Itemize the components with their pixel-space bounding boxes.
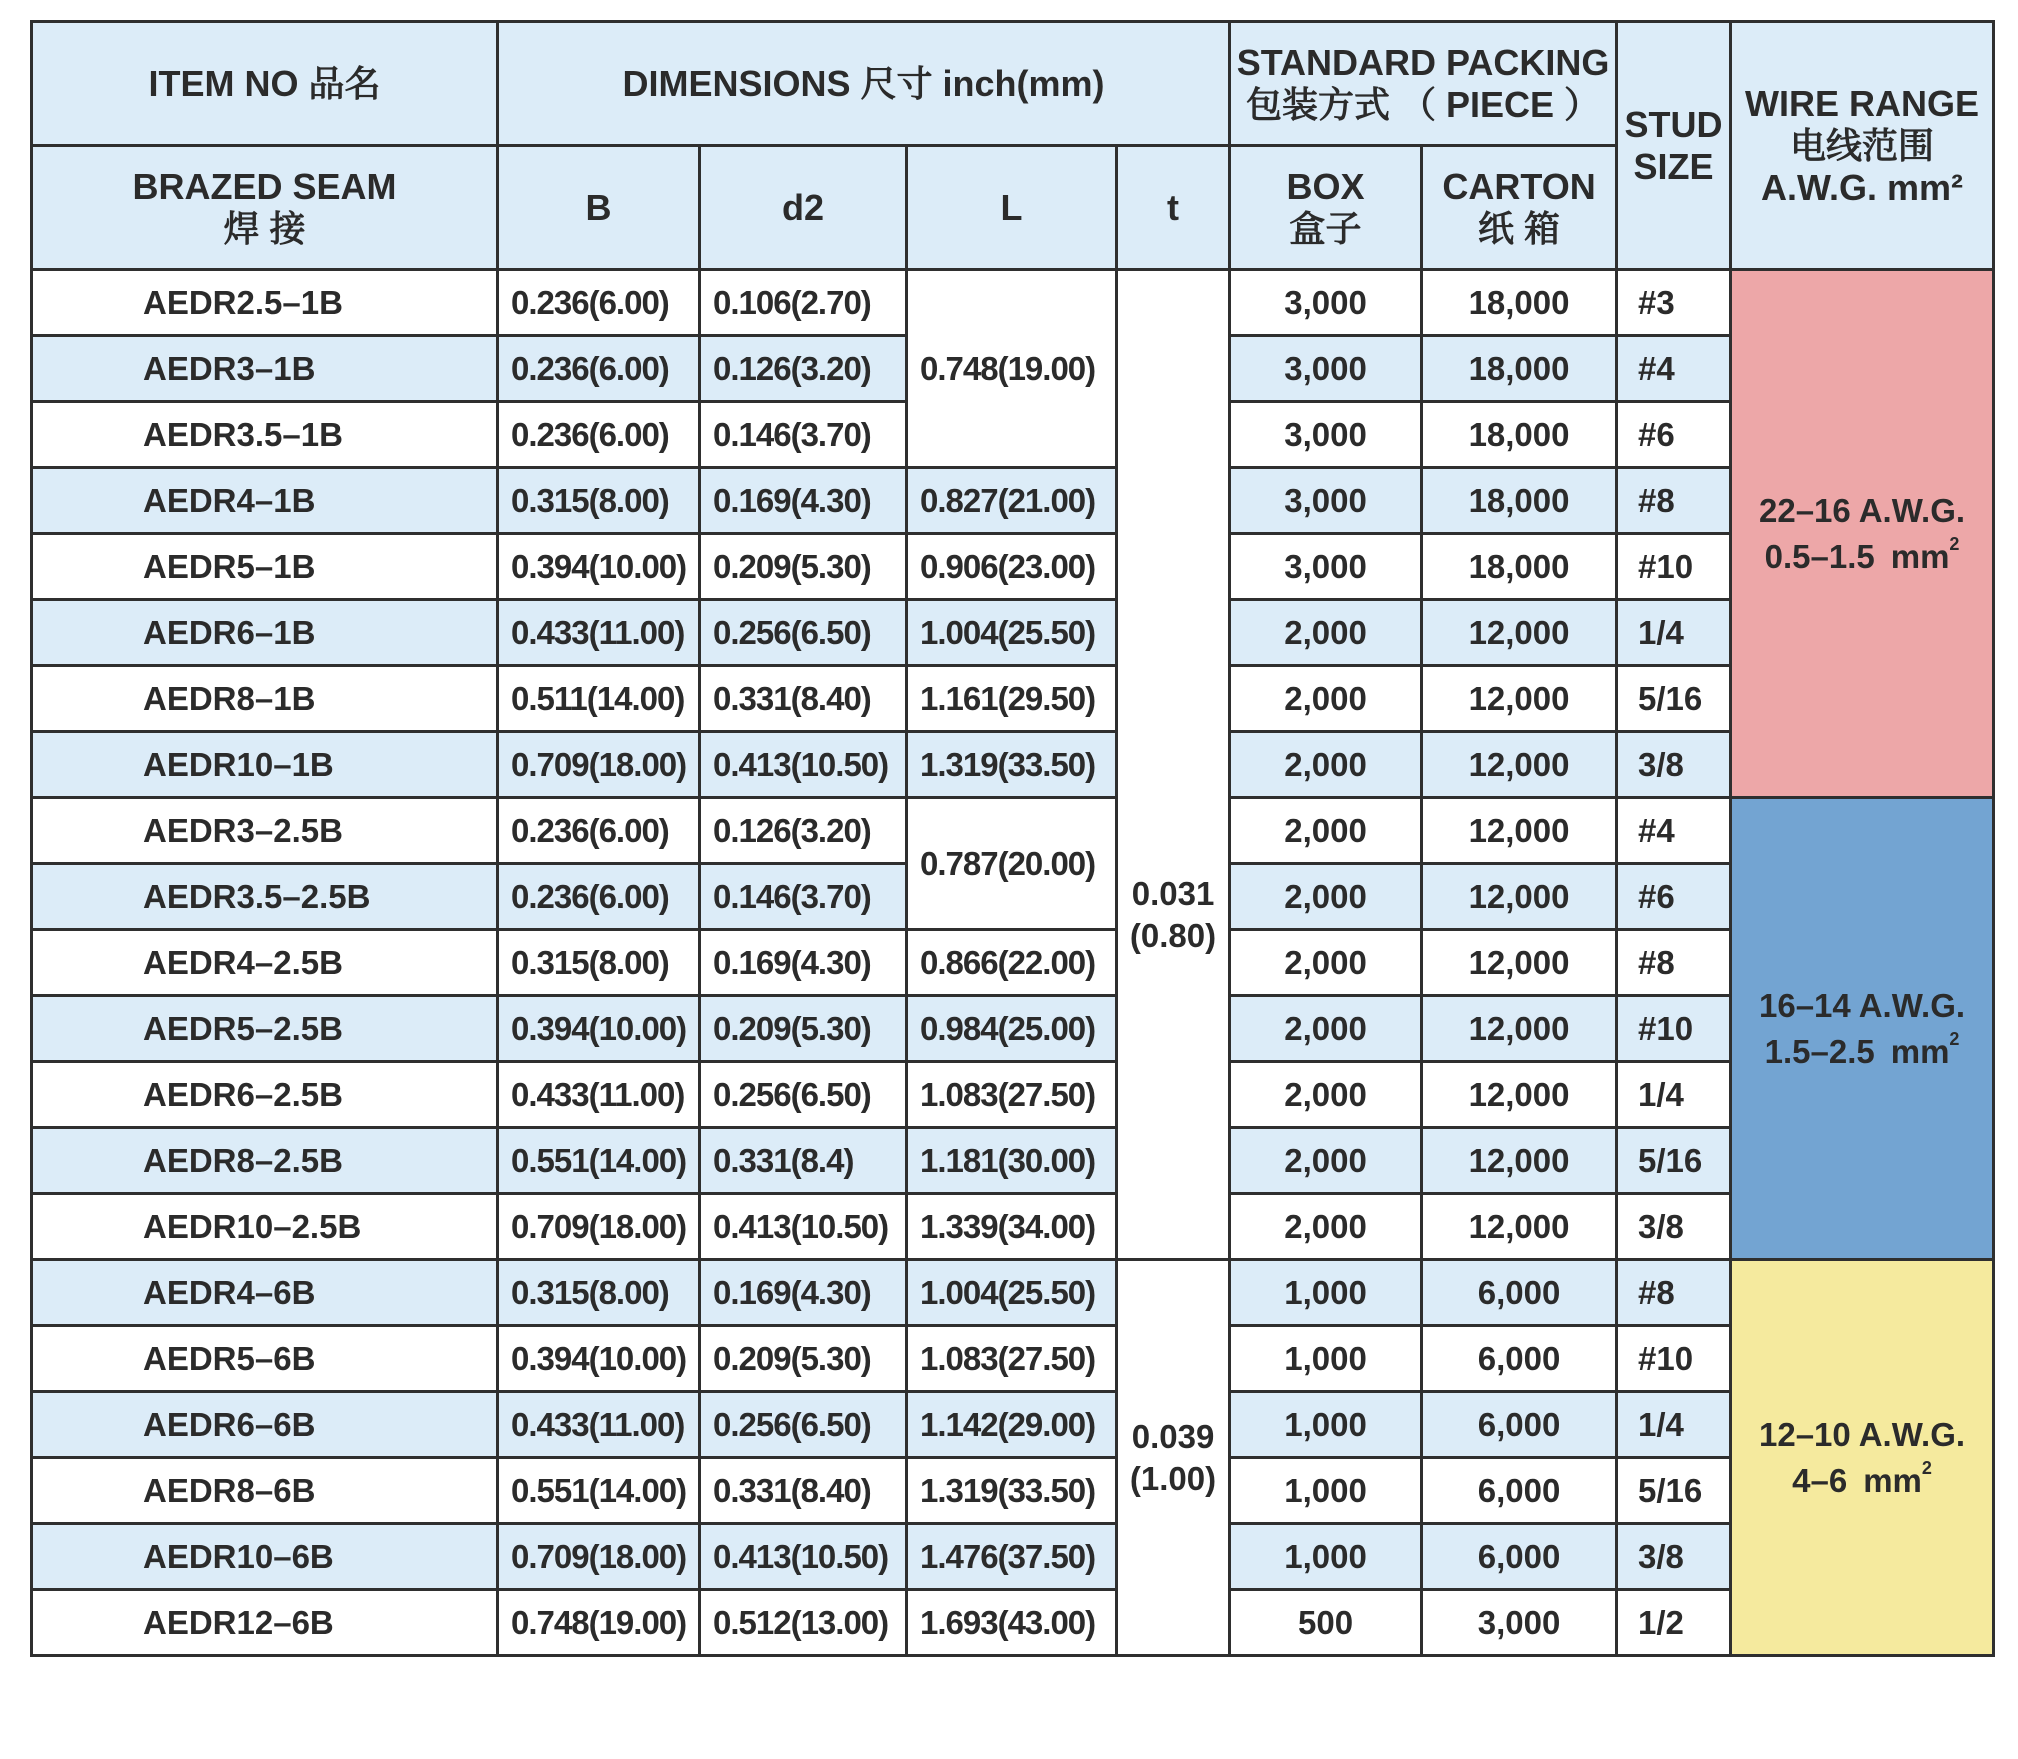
col-t-header: t	[1117, 146, 1230, 270]
carton-cell: 12,000	[1422, 996, 1617, 1062]
carton-cell: 12,000	[1422, 1194, 1617, 1260]
wire-awg-value: 22–16 A.W.G.	[1759, 491, 1966, 529]
stud-size-cell: 1/4	[1617, 600, 1731, 666]
wire-mm-unit: mm	[1890, 1032, 1950, 1070]
d2-cell: 0.256(6.50)	[700, 1392, 907, 1458]
item-no-cell: AEDR12–6B	[32, 1590, 498, 1656]
t-cell	[1117, 1260, 1230, 1656]
stud-size-cell: #10	[1617, 534, 1731, 600]
box-cell: 2,000	[1230, 1128, 1422, 1194]
l-cell: 0.866(22.00)	[907, 930, 1117, 996]
stud-size-header: STUD SIZE	[1617, 22, 1731, 270]
box-cell: 2,000	[1230, 666, 1422, 732]
carton-cell: 18,000	[1422, 534, 1617, 600]
box-cell: 2,000	[1230, 864, 1422, 930]
table-row	[32, 666, 1994, 732]
table-row	[32, 732, 1994, 798]
b-cell: 0.394(10.00)	[498, 534, 700, 600]
item-no-cell: AEDR3.5–1B	[32, 402, 498, 468]
item-no-header: ITEM NO 品名	[32, 22, 498, 146]
stud-size-cell: 5/16	[1617, 1458, 1731, 1524]
stud-size-cell: 5/16	[1617, 666, 1731, 732]
carton-header: CARTON 纸 箱	[1422, 146, 1617, 270]
t-mm-value: (0.80)	[1129, 916, 1217, 954]
l-cell: 0.827(21.00)	[907, 468, 1117, 534]
box-cell: 2,000	[1230, 930, 1422, 996]
wire-range-cell	[1731, 1260, 1994, 1656]
table-row	[32, 930, 1994, 996]
box-cell: 500	[1230, 1590, 1422, 1656]
item-no-cell: AEDR8–1B	[32, 666, 498, 732]
item-no-cell: AEDR4–6B	[32, 1260, 498, 1326]
stud-size-cell: 1/2	[1617, 1590, 1731, 1656]
b-cell: 0.433(11.00)	[498, 1062, 700, 1128]
d2-cell: 0.413(10.50)	[700, 1194, 907, 1260]
box-cell: 2,000	[1230, 996, 1422, 1062]
item-no-cell: AEDR4–2.5B	[32, 930, 498, 996]
b-cell: 0.236(6.00)	[498, 270, 700, 336]
item-no-cell: AEDR3–2.5B	[32, 798, 498, 864]
wire-mm-unit: mm	[1863, 1461, 1922, 1499]
wire-range-cell	[1731, 270, 1994, 798]
table-row	[32, 1062, 1994, 1128]
item-no-cell: AEDR5–2.5B	[32, 996, 498, 1062]
b-cell: 0.315(8.00)	[498, 1260, 700, 1326]
table-row	[32, 798, 1994, 864]
d2-cell: 0.256(6.50)	[700, 1062, 907, 1128]
b-cell: 0.433(11.00)	[498, 1392, 700, 1458]
b-cell: 0.236(6.00)	[498, 402, 700, 468]
d2-cell: 0.126(3.20)	[700, 336, 907, 402]
item-no-cell: AEDR6–1B	[32, 600, 498, 666]
b-cell: 0.315(8.00)	[498, 468, 700, 534]
l-cell: 1.319(33.50)	[907, 1458, 1117, 1524]
d2-cell: 0.209(5.30)	[700, 996, 907, 1062]
stud-size-cell: #10	[1617, 1326, 1731, 1392]
b-cell: 0.236(6.00)	[498, 336, 700, 402]
box-cell: 3,000	[1230, 270, 1422, 336]
spec-table-wrap	[30, 20, 1995, 1657]
brazed-seam-header: BRAZED SEAM 焊 接	[32, 146, 498, 270]
stud-size-cell: #3	[1617, 270, 1731, 336]
l-cell: 1.476(37.50)	[907, 1524, 1117, 1590]
item-no-cell: AEDR2.5–1B	[32, 270, 498, 336]
wire-mm-superscript: 2	[1949, 1028, 1960, 1049]
stud-size-cell: #8	[1617, 468, 1731, 534]
l-cell: 0.906(23.00)	[907, 534, 1117, 600]
item-no-cell: AEDR5–6B	[32, 1326, 498, 1392]
t-inch-value: 0.039	[1131, 1417, 1215, 1455]
b-cell: 0.709(18.00)	[498, 1194, 700, 1260]
l-cell: 0.787(20.00)	[907, 798, 1117, 930]
table-row	[32, 270, 1994, 336]
carton-cell: 12,000	[1422, 798, 1617, 864]
carton-cell: 6,000	[1422, 1326, 1617, 1392]
t-cell	[1117, 270, 1230, 1260]
carton-cell: 12,000	[1422, 732, 1617, 798]
wire-awg-value: 16–14 A.W.G.	[1759, 986, 1966, 1024]
carton-cell: 6,000	[1422, 1260, 1617, 1326]
t-mm-value: (1.00)	[1129, 1459, 1217, 1497]
box-cell: 2,000	[1230, 600, 1422, 666]
stud-size-cell: 5/16	[1617, 1128, 1731, 1194]
d2-cell: 0.106(2.70)	[700, 270, 907, 336]
item-no-cell: AEDR3–1B	[32, 336, 498, 402]
table-row	[32, 1260, 1994, 1326]
l-cell: 1.004(25.50)	[907, 600, 1117, 666]
wire-mm-range: 0.5–1.5	[1764, 537, 1875, 575]
box-cell: 3,000	[1230, 402, 1422, 468]
carton-cell: 6,000	[1422, 1458, 1617, 1524]
d2-cell: 0.126(3.20)	[700, 798, 907, 864]
d2-cell: 0.256(6.50)	[700, 600, 907, 666]
stud-size-cell: 1/4	[1617, 1392, 1731, 1458]
d2-cell: 0.413(10.50)	[700, 1524, 907, 1590]
table-row	[32, 1392, 1994, 1458]
l-cell: 1.142(29.00)	[907, 1392, 1117, 1458]
b-cell: 0.236(6.00)	[498, 798, 700, 864]
d2-cell: 0.146(3.70)	[700, 402, 907, 468]
stud-size-cell: #6	[1617, 402, 1731, 468]
table-row	[32, 468, 1994, 534]
box-cell: 1,000	[1230, 1260, 1422, 1326]
dimensions-header: DIMENSIONS 尺寸 inch(mm)	[498, 22, 1230, 146]
d2-cell: 0.169(4.30)	[700, 930, 907, 996]
item-no-cell: AEDR4–1B	[32, 468, 498, 534]
box-cell: 3,000	[1230, 534, 1422, 600]
item-no-cell: AEDR5–1B	[32, 534, 498, 600]
carton-cell: 18,000	[1422, 336, 1617, 402]
col-l-header: L	[907, 146, 1117, 270]
item-no-cell: AEDR6–6B	[32, 1392, 498, 1458]
d2-cell: 0.331(8.40)	[700, 1458, 907, 1524]
stud-size-cell: 1/4	[1617, 1062, 1731, 1128]
box-cell: 2,000	[1230, 1062, 1422, 1128]
l-cell: 1.181(30.00)	[907, 1128, 1117, 1194]
l-cell: 1.083(27.50)	[907, 1062, 1117, 1128]
box-cell: 1,000	[1230, 1392, 1422, 1458]
carton-cell: 12,000	[1422, 1128, 1617, 1194]
l-cell: 1.339(34.00)	[907, 1194, 1117, 1260]
wire-range-header: WIRE RANGE 电线范围 A.W.G. mm²	[1731, 22, 1994, 270]
b-cell: 0.748(19.00)	[498, 1590, 700, 1656]
l-cell: 1.319(33.50)	[907, 732, 1117, 798]
item-no-cell: AEDR10–2.5B	[32, 1194, 498, 1260]
item-no-cell: AEDR8–2.5B	[32, 1128, 498, 1194]
stud-size-cell: #4	[1617, 336, 1731, 402]
wire-awg-value: 12–10 A.W.G.	[1759, 1415, 1966, 1453]
l-cell: 1.004(25.50)	[907, 1260, 1117, 1326]
table-row	[32, 1194, 1994, 1260]
table-row	[32, 1458, 1994, 1524]
l-cell: 1.161(29.50)	[907, 666, 1117, 732]
wire-mm-value	[1732, 534, 1992, 580]
box-cell: 3,000	[1230, 336, 1422, 402]
d2-cell: 0.512(13.00)	[700, 1590, 907, 1656]
table-row	[32, 1524, 1994, 1590]
b-cell: 0.551(14.00)	[498, 1128, 700, 1194]
terminal-spec-table	[30, 20, 1995, 1657]
item-no-cell: AEDR8–6B	[32, 1458, 498, 1524]
stud-size-cell: 3/8	[1617, 732, 1731, 798]
d2-cell: 0.209(5.30)	[700, 1326, 907, 1392]
item-no-cell: AEDR10–6B	[32, 1524, 498, 1590]
carton-cell: 18,000	[1422, 468, 1617, 534]
table-row	[32, 600, 1994, 666]
b-cell: 0.236(6.00)	[498, 864, 700, 930]
stud-size-cell: #8	[1617, 1260, 1731, 1326]
stud-size-cell: 3/8	[1617, 1524, 1731, 1590]
carton-cell: 12,000	[1422, 1062, 1617, 1128]
col-b-header: B	[498, 146, 700, 270]
carton-cell: 18,000	[1422, 270, 1617, 336]
carton-cell: 18,000	[1422, 402, 1617, 468]
table-row	[32, 1590, 1994, 1656]
stud-size-cell: #8	[1617, 930, 1731, 996]
b-cell: 0.511(14.00)	[498, 666, 700, 732]
wire-mm-superscript: 2	[1949, 533, 1960, 554]
carton-cell: 6,000	[1422, 1392, 1617, 1458]
item-no-cell: AEDR6–2.5B	[32, 1062, 498, 1128]
d2-cell: 0.209(5.30)	[700, 534, 907, 600]
b-cell: 0.709(18.00)	[498, 1524, 700, 1590]
carton-cell: 3,000	[1422, 1590, 1617, 1656]
stud-size-cell: 3/8	[1617, 1194, 1731, 1260]
item-no-cell: AEDR10–1B	[32, 732, 498, 798]
table-row	[32, 996, 1994, 1062]
d2-cell: 0.169(4.30)	[700, 1260, 907, 1326]
box-cell: 3,000	[1230, 468, 1422, 534]
stud-size-cell: #6	[1617, 864, 1731, 930]
standard-packing-header: STANDARD PACKING 包装方式 （ PIECE ）	[1230, 22, 1617, 146]
b-cell: 0.394(10.00)	[498, 996, 700, 1062]
l-cell: 0.748(19.00)	[907, 270, 1117, 468]
b-cell: 0.315(8.00)	[498, 930, 700, 996]
wire-mm-value	[1732, 1029, 1992, 1075]
b-cell: 0.433(11.00)	[498, 600, 700, 666]
carton-cell: 12,000	[1422, 864, 1617, 930]
b-cell: 0.709(18.00)	[498, 732, 700, 798]
d2-cell: 0.413(10.50)	[700, 732, 907, 798]
t-inch-value: 0.031	[1131, 874, 1215, 912]
item-no-cell: AEDR3.5–2.5B	[32, 864, 498, 930]
box-cell: 2,000	[1230, 1194, 1422, 1260]
d2-cell: 0.331(8.40)	[700, 666, 907, 732]
wire-mm-superscript: 2	[1921, 1457, 1932, 1478]
b-cell: 0.551(14.00)	[498, 1458, 700, 1524]
wire-range-cell	[1731, 798, 1994, 1260]
box-cell: 1,000	[1230, 1326, 1422, 1392]
wire-mm-range: 1.5–2.5	[1764, 1032, 1875, 1070]
carton-cell: 12,000	[1422, 666, 1617, 732]
wire-mm-value	[1732, 1458, 1992, 1504]
table-row	[32, 1326, 1994, 1392]
wire-mm-range: 4–6	[1792, 1461, 1848, 1499]
col-d2-header: d2	[700, 146, 907, 270]
carton-cell: 12,000	[1422, 930, 1617, 996]
box-header: BOX 盒子	[1230, 146, 1422, 270]
l-cell: 1.083(27.50)	[907, 1326, 1117, 1392]
l-cell: 0.984(25.00)	[907, 996, 1117, 1062]
l-cell: 1.693(43.00)	[907, 1590, 1117, 1656]
d2-cell: 0.146(3.70)	[700, 864, 907, 930]
box-cell: 2,000	[1230, 732, 1422, 798]
d2-cell: 0.331(8.4)	[700, 1128, 907, 1194]
box-cell: 1,000	[1230, 1458, 1422, 1524]
box-cell: 1,000	[1230, 1524, 1422, 1590]
b-cell: 0.394(10.00)	[498, 1326, 700, 1392]
d2-cell: 0.169(4.30)	[700, 468, 907, 534]
wire-mm-unit: mm	[1890, 537, 1950, 575]
table-row	[32, 534, 1994, 600]
carton-cell: 12,000	[1422, 600, 1617, 666]
stud-size-cell: #4	[1617, 798, 1731, 864]
stud-size-cell: #10	[1617, 996, 1731, 1062]
box-cell: 2,000	[1230, 798, 1422, 864]
table-row	[32, 1128, 1994, 1194]
carton-cell: 6,000	[1422, 1524, 1617, 1590]
